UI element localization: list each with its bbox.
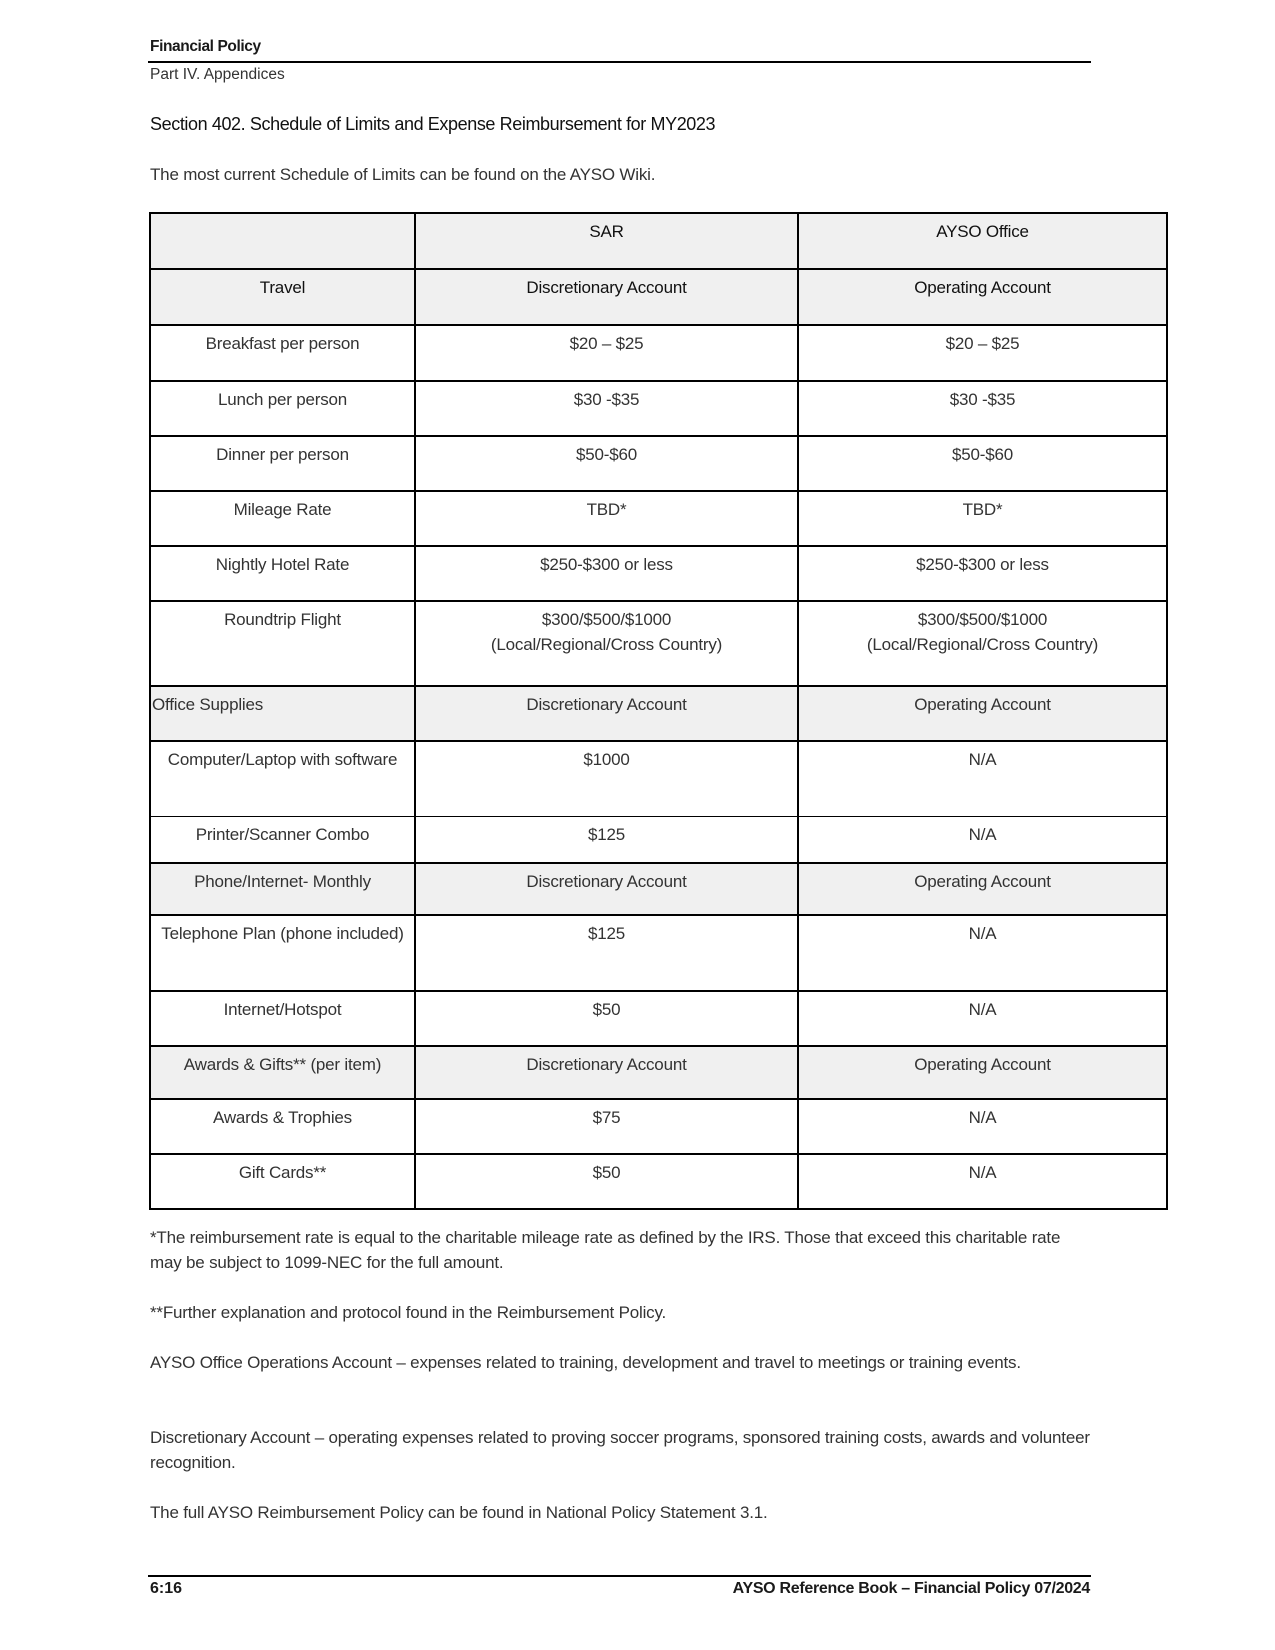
definition-operations-account: AYSO Office Operations Account – expenses related to training, development and travel to meetings or training events. <box>150 1353 1021 1372</box>
category-label: Office Supplies <box>150 686 415 741</box>
category-label: Travel <box>150 269 415 325</box>
office-limit: N/A <box>798 915 1167 991</box>
table-row <box>150 491 1167 546</box>
sar-limit: $125 <box>415 816 798 863</box>
sar-limit: TBD* <box>415 491 798 546</box>
office-limit: $250-$300 or less <box>798 546 1167 601</box>
item-label: Internet/Hotspot <box>150 991 415 1046</box>
office-account-label: Operating Account <box>798 1046 1167 1099</box>
table-row <box>150 546 1167 601</box>
office-limit: N/A <box>798 991 1167 1046</box>
item-label: Mileage Rate <box>150 491 415 546</box>
category-row-office-supplies <box>150 686 1167 741</box>
column-header-blank <box>150 213 415 269</box>
table-row <box>150 325 1167 381</box>
sar-account-label: Discretionary Account <box>415 1046 798 1099</box>
table-row <box>150 436 1167 491</box>
table-row <box>150 381 1167 436</box>
footer-rule <box>148 1575 1091 1577</box>
item-label: Lunch per person <box>150 381 415 436</box>
office-limit: $50-$60 <box>798 436 1167 491</box>
table-row <box>150 991 1167 1046</box>
footnote-reimbursement-policy: **Further explanation and protocol found in the Reimbursement Policy. <box>150 1303 667 1322</box>
sar-limit: $300/$500/$1000 (Local/Regional/Cross Country) <box>415 601 798 686</box>
item-label: Gift Cards** <box>150 1154 415 1209</box>
column-header-ayso-office: AYSO Office <box>798 213 1167 269</box>
schedule-of-limits-table <box>149 212 1168 1210</box>
section-title: Section 402. Schedule of Limits and Expense Reimbursement for MY2023 <box>150 114 716 134</box>
office-limit: $30 -$35 <box>798 381 1167 436</box>
office-limit: N/A <box>798 1154 1167 1209</box>
table-row <box>150 741 1167 816</box>
sar-limit: $50 <box>415 1154 798 1209</box>
item-label: Dinner per person <box>150 436 415 491</box>
item-label: Telephone Plan (phone included) <box>150 915 415 991</box>
category-row-phone-internet <box>150 863 1167 915</box>
item-label: Nightly Hotel Rate <box>150 546 415 601</box>
office-limit: $300/$500/$1000 (Local/Regional/Cross Country) <box>798 601 1167 686</box>
sar-limit: $20 – $25 <box>415 325 798 381</box>
running-header-title: Financial Policy <box>150 38 261 55</box>
sar-account-label: Discretionary Account <box>415 269 798 325</box>
page-number: 6:16 <box>150 1580 183 1597</box>
table-row <box>150 816 1167 863</box>
header-rule <box>148 61 1091 63</box>
sar-limit: $50 <box>415 991 798 1046</box>
footnote-mileage: *The reimbursement rate is equal to the charitable mileage rate as defined by the IRS. Those that exceed this charitable rate may be subject to 1099-NEC for the full amount. <box>150 1228 1061 1272</box>
item-label: Printer/Scanner Combo <box>150 816 415 863</box>
item-label: Computer/Laptop with software <box>150 741 415 816</box>
office-account-label: Operating Account <box>798 686 1167 741</box>
item-label: Breakfast per person <box>150 325 415 381</box>
item-label: Roundtrip Flight <box>150 601 415 686</box>
office-account-label: Operating Account <box>798 269 1167 325</box>
sar-account-label: Discretionary Account <box>415 686 798 741</box>
sar-limit: $50-$60 <box>415 436 798 491</box>
table-row <box>150 601 1167 686</box>
sar-account-label: Discretionary Account <box>415 863 798 915</box>
office-limit: N/A <box>798 816 1167 863</box>
table-row <box>150 1154 1167 1209</box>
sar-limit: $1000 <box>415 741 798 816</box>
table-row <box>150 915 1167 991</box>
office-account-label: Operating Account <box>798 863 1167 915</box>
table-row <box>150 1099 1167 1154</box>
category-label: Awards & Gifts** (per item) <box>150 1046 415 1099</box>
column-header-sar: SAR <box>415 213 798 269</box>
intro-text: The most current Schedule of Limits can be found on the AYSO Wiki. <box>150 165 656 184</box>
office-limit: $20 – $25 <box>798 325 1167 381</box>
sar-limit: $250-$300 or less <box>415 546 798 601</box>
sar-limit: $30 -$35 <box>415 381 798 436</box>
office-limit: N/A <box>798 1099 1167 1154</box>
running-header-subtitle: Part IV. Appendices <box>150 66 285 83</box>
policy-reference-note: The full AYSO Reimbursement Policy can be found in National Policy Statement 3.1. <box>150 1503 768 1522</box>
footer-title: AYSO Reference Book – Financial Policy 07/2024 <box>732 1580 1090 1597</box>
sar-limit: $75 <box>415 1099 798 1154</box>
definition-discretionary-account: Discretionary Account – operating expenses related to proving soccer programs, sponsored training costs, awards and volunteer recognition. <box>150 1428 1090 1472</box>
office-limit: N/A <box>798 741 1167 816</box>
category-label: Phone/Internet- Monthly <box>150 863 415 915</box>
office-limit: TBD* <box>798 491 1167 546</box>
sar-limit: $125 <box>415 915 798 991</box>
table-column-header-row <box>150 213 1167 269</box>
table-subheader-row <box>150 269 1167 325</box>
item-label: Awards & Trophies <box>150 1099 415 1154</box>
category-row-awards-gifts <box>150 1046 1167 1099</box>
